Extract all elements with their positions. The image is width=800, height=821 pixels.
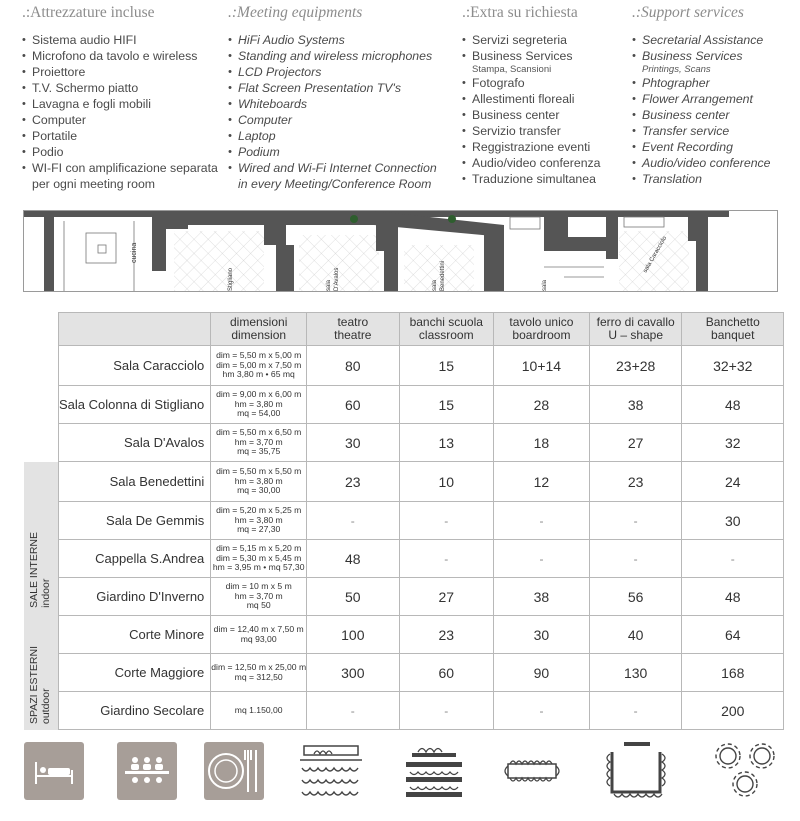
- capacity-ushape: 23+28: [589, 346, 682, 386]
- room-dimensions: [211, 578, 307, 616]
- header-dimension: dimensioni dimension: [211, 313, 307, 346]
- capacity-classroom: 23: [399, 616, 494, 654]
- outdoor-side-label-box: [24, 614, 59, 730]
- indoor-side-label-box: [24, 462, 59, 614]
- capacity-theatre: 48: [307, 540, 399, 578]
- list-item: [462, 32, 632, 48]
- room-name: Sala De Gemmis: [59, 502, 211, 540]
- list-item: [462, 107, 632, 123]
- capacity-table: [58, 312, 784, 730]
- capacity-ushape: 38: [589, 386, 682, 424]
- list-item: [462, 48, 632, 75]
- room-dimensions: [211, 386, 307, 424]
- capacity-banquet: 168: [682, 654, 784, 692]
- dimension-line: dim = 5,50 m x 5,00 m: [216, 350, 302, 361]
- room-dimensions: [211, 502, 307, 540]
- dimension-line: hm = 3,80 m: [234, 514, 283, 525]
- capacity-banquet: 64: [682, 616, 784, 654]
- room-dimensions: [211, 346, 307, 386]
- capacity-classroom: -: [399, 692, 494, 730]
- dimension-line: dim = 5,00 m x 7,50 m: [216, 359, 302, 370]
- list-item: [228, 64, 458, 80]
- list-item: [632, 107, 798, 123]
- room-dimensions: [211, 692, 307, 730]
- list-item: [632, 91, 798, 107]
- capacity-theatre: 50: [307, 578, 399, 616]
- list-item-text: Audio/video conference: [642, 156, 771, 170]
- header-boardroom: tavolo unico boardroom: [494, 313, 590, 346]
- room-name: Giardino D'Inverno: [59, 578, 211, 616]
- list-item: [22, 112, 222, 128]
- list-item-text: Servizio transfer: [472, 124, 561, 138]
- room-name: Corte Minore: [59, 616, 211, 654]
- list-item-text: Event Recording: [642, 140, 733, 154]
- included-equipment-it-list: [22, 32, 222, 192]
- list-item: [632, 75, 798, 91]
- list-item-text: Audio/video conferenza: [472, 156, 601, 170]
- extra-services-it: [462, 2, 632, 187]
- list-item-text: Computer: [32, 113, 86, 127]
- equipment-lists: [22, 2, 798, 192]
- list-item: [462, 91, 632, 107]
- list-item: [462, 155, 632, 171]
- room-name: Sala Caracciolo: [59, 346, 211, 386]
- list-item-text: Secretarial Assistance: [642, 33, 764, 47]
- capacity-boardroom: 38: [494, 578, 590, 616]
- header-banquet: Banchetto banquet: [682, 313, 784, 346]
- capacity-classroom: 15: [399, 386, 494, 424]
- list-item-subtext: Stampa, Scansioni: [472, 64, 552, 75]
- capacity-table-body: [59, 346, 784, 730]
- included-equipment-en-title: .:Meeting equipments: [228, 4, 363, 21]
- list-item-text: Reggistrazione eventi: [472, 140, 591, 154]
- list-item-continuation: in every Meeting/Conference Room: [238, 177, 432, 191]
- list-item-text: Standing and wireless microphones: [238, 49, 433, 63]
- dimension-line: hm 3,80 m • 65 mq: [222, 369, 295, 380]
- list-item: [462, 171, 632, 187]
- capacity-ushape: 40: [589, 616, 682, 654]
- included-equipment-en: [228, 2, 458, 192]
- list-item-text: Transfer service: [642, 124, 730, 138]
- capacity-theatre: 300: [307, 654, 399, 692]
- list-item: [462, 123, 632, 139]
- capacity-ushape: 130: [589, 654, 682, 692]
- capacity-boardroom: 18: [494, 424, 590, 462]
- room-dimensions: [211, 616, 307, 654]
- table-row: [59, 654, 784, 692]
- support-services-en-list: [632, 32, 798, 187]
- table-row: [59, 424, 784, 462]
- capacity-boardroom: -: [494, 502, 590, 540]
- support-services-en-title: .:Support services: [632, 4, 744, 21]
- table-row: [59, 616, 784, 654]
- list-item-text: Microfono da tavolo e wireless: [32, 49, 198, 63]
- dimension-line: dim = 10 m x 5 m: [225, 581, 292, 592]
- list-item-text: Fotografo: [472, 76, 525, 90]
- dimension-line: dim = 5,50 m x 5,50 m: [216, 466, 302, 477]
- capacity-classroom: 10: [399, 462, 494, 502]
- classroom-setup-icon: [404, 742, 464, 800]
- capacity-classroom: 27: [399, 578, 494, 616]
- table-row: [59, 346, 784, 386]
- capacity-classroom: -: [399, 540, 494, 578]
- capacity-ushape: 23: [589, 462, 682, 502]
- dimension-line: mq = 312,50: [234, 671, 283, 682]
- list-item: [228, 96, 458, 112]
- extra-services-it-list: [462, 32, 632, 187]
- capacity-theatre: 100: [307, 616, 399, 654]
- boardroom-setup-icon: [496, 742, 568, 800]
- list-item: [462, 75, 632, 91]
- room-dimensions: [211, 424, 307, 462]
- capacity-ushape: 27: [589, 424, 682, 462]
- dimension-line: dim = 5,50 m x 6,50 m: [216, 427, 302, 438]
- dimension-line: dim = 5,20 m x 5,25 m: [216, 505, 302, 516]
- list-item-text: HiFi Audio Systems: [238, 33, 345, 47]
- list-item: [228, 48, 458, 64]
- dimension-line: hm = 3,95 m • mq 57,30: [212, 562, 305, 573]
- list-item-text: Flat Screen Presentation TV's: [238, 81, 401, 95]
- list-item: [632, 139, 798, 155]
- capacity-banquet: 48: [682, 386, 784, 424]
- dimension-line: hm = 3,80 m: [234, 475, 283, 486]
- list-item-text: Allestimenti floreali: [472, 92, 575, 106]
- list-item-continuation: per ogni meeting room: [32, 177, 156, 191]
- floor-plan: [23, 210, 778, 292]
- plan-label-benedettini: Benedettini: [440, 260, 446, 291]
- table-row: [59, 540, 784, 578]
- capacity-classroom: -: [399, 502, 494, 540]
- list-item-text: Translation: [642, 172, 702, 186]
- table-row: [59, 502, 784, 540]
- room-dimensions: [211, 462, 307, 502]
- setup-icons: [24, 742, 784, 802]
- list-item-text: Phtographer: [642, 76, 710, 90]
- room-name: Sala D'Avalos: [59, 424, 211, 462]
- list-item: [22, 128, 222, 144]
- dimension-line: dim = 12,40 m x 7,50 m: [213, 623, 304, 634]
- outdoor-side-label: SPAZI ESTERNI outdoor: [28, 646, 52, 724]
- ushape-setup-icon: [596, 742, 676, 800]
- floor-plan-drawing: [24, 211, 778, 292]
- list-item: [228, 112, 458, 128]
- list-item: [228, 160, 458, 192]
- list-item: [22, 160, 222, 192]
- capacity-banquet: 30: [682, 502, 784, 540]
- support-services-en: [632, 2, 798, 187]
- dimension-line: dim = 12,50 m x 25,00 m: [211, 661, 307, 672]
- dimension-line: mq = 54,00: [237, 408, 281, 419]
- meeting-table-icon: [117, 742, 177, 800]
- plan-label-sala-1: sala: [326, 279, 332, 291]
- room-dimensions: [211, 540, 307, 578]
- list-item-text: Business Services: [472, 49, 573, 63]
- list-item-text: Business center: [472, 108, 560, 122]
- list-item: [228, 128, 458, 144]
- dimension-line: hm = 3,70 m: [234, 436, 283, 447]
- list-item: [228, 144, 458, 160]
- room-name: Cappella S.Andrea: [59, 540, 211, 578]
- capacity-theatre: 80: [307, 346, 399, 386]
- capacity-classroom: 13: [399, 424, 494, 462]
- list-item-text: Flower Arrangement: [642, 92, 753, 106]
- table-row: [59, 578, 784, 616]
- room-name: Sala Colonna di Stigliano: [59, 386, 211, 424]
- capacity-ushape: 56: [589, 578, 682, 616]
- list-item: [22, 48, 222, 64]
- room-name: Giardino Secolare: [59, 692, 211, 730]
- plan-label-davalos: D'Avalos: [334, 267, 340, 291]
- list-item-text: Laptop: [238, 129, 276, 143]
- list-item-text: Servizi segreteria: [472, 33, 567, 47]
- list-item-text: Traduzione simultanea: [472, 172, 596, 186]
- header-ushape: ferro di cavallo U – shape: [589, 313, 682, 346]
- theatre-setup-icon: [296, 742, 366, 800]
- list-item: [22, 32, 222, 48]
- dimension-line: mq 1.150,00: [234, 704, 283, 715]
- list-item: [632, 171, 798, 187]
- dining-plate-icon: [204, 742, 264, 800]
- banquet-setup-icon: [712, 742, 780, 800]
- capacity-banquet: 24: [682, 462, 784, 502]
- list-item-text: LCD Projectors: [238, 65, 322, 79]
- list-item-text: Sistema audio HIFI: [32, 33, 137, 47]
- capacity-boardroom: 12: [494, 462, 590, 502]
- list-item: [228, 32, 458, 48]
- room-dimensions: [211, 654, 307, 692]
- list-item: [462, 139, 632, 155]
- list-item-text: T.V. Schermo piatto: [32, 81, 139, 95]
- capacity-ushape: -: [589, 540, 682, 578]
- plan-label-sala-2: sala: [432, 279, 438, 291]
- list-item-text: Wired and Wi-Fi Internet Connection: [238, 161, 437, 175]
- dimension-line: mq = 30,00: [237, 485, 281, 496]
- capacity-ushape: -: [589, 502, 682, 540]
- room-name: Corte Maggiore: [59, 654, 211, 692]
- plan-label-cucina: cucina: [131, 242, 138, 263]
- capacity-boardroom: 30: [494, 616, 590, 654]
- list-item-text: Computer: [238, 113, 292, 127]
- plan-label-sala-3: sala: [542, 279, 548, 291]
- dimension-line: mq = 27,30: [237, 524, 281, 535]
- list-item-text: Podium: [238, 145, 280, 159]
- capacity-banquet: 200: [682, 692, 784, 730]
- list-item: [22, 64, 222, 80]
- capacity-theatre: 30: [307, 424, 399, 462]
- capacity-boardroom: 90: [494, 654, 590, 692]
- list-item: [22, 80, 222, 96]
- capacity-banquet: 32: [682, 424, 784, 462]
- list-item: [22, 96, 222, 112]
- included-equipment-it-title: .:Attrezzature incluse: [22, 4, 155, 21]
- list-item: [228, 80, 458, 96]
- capacity-boardroom: -: [494, 692, 590, 730]
- capacity-banquet: 48: [682, 578, 784, 616]
- table-row: [59, 462, 784, 502]
- plan-label-caracciolo: sala Caracciolo: [642, 235, 669, 274]
- dimension-line: hm = 3,80 m: [234, 398, 283, 409]
- capacity-banquet: -: [682, 540, 784, 578]
- room-name: Sala Benedettini: [59, 462, 211, 502]
- capacity-boardroom: -: [494, 540, 590, 578]
- list-item-text: Lavagna e fogli mobili: [32, 97, 151, 111]
- capacity-classroom: 60: [399, 654, 494, 692]
- capacity-classroom: 15: [399, 346, 494, 386]
- capacity-banquet: 32+32: [682, 346, 784, 386]
- capacity-theatre: -: [307, 502, 399, 540]
- table-row: [59, 692, 784, 730]
- list-item-text: Proiettore: [32, 65, 86, 79]
- list-item-text: WI-FI con amplificazione separata: [32, 161, 218, 175]
- plan-label-stigliano: Stigliano: [228, 267, 234, 291]
- capacity-theatre: 23: [307, 462, 399, 502]
- list-item: [632, 155, 798, 171]
- bedroom-icon: [24, 742, 84, 800]
- dimension-line: mq = 35,75: [237, 446, 281, 457]
- capacity-theatre: -: [307, 692, 399, 730]
- list-item-text: Business Services: [642, 49, 743, 63]
- dimension-line: hm = 3,70 m: [234, 590, 283, 601]
- table-header-row: [59, 313, 784, 346]
- capacity-theatre: 60: [307, 386, 399, 424]
- indoor-side-label: SALE INTERNE indoor: [28, 532, 52, 608]
- dimension-line: mq 50: [246, 600, 271, 611]
- list-item-text: Whiteboards: [238, 97, 308, 111]
- dimension-line: dim = 5,30 m x 5,45 m: [216, 552, 302, 563]
- capacity-boardroom: 10+14: [494, 346, 590, 386]
- list-item-text: Podio: [32, 145, 64, 159]
- list-item: [632, 32, 798, 48]
- capacity-boardroom: 28: [494, 386, 590, 424]
- header-room-cell: [59, 313, 211, 346]
- header-theatre: teatro theatre: [307, 313, 399, 346]
- dimension-line: dim = 5,15 m x 5,20 m: [216, 543, 302, 554]
- extra-services-it-title: .:Extra su richiesta: [462, 4, 578, 21]
- list-item-text: Portatile: [32, 129, 78, 143]
- list-item-subtext: Printings, Scans: [642, 64, 711, 75]
- included-equipment-en-list: [228, 32, 458, 192]
- table-row: [59, 386, 784, 424]
- list-item: [22, 144, 222, 160]
- capacity-ushape: -: [589, 692, 682, 730]
- list-item-text: Business center: [642, 108, 730, 122]
- dimension-line: mq 93,00: [240, 633, 277, 644]
- header-classroom: banchi scuola classroom: [399, 313, 494, 346]
- list-item: [632, 123, 798, 139]
- dimension-line: dim = 9,00 m x 6,00 m: [216, 389, 302, 400]
- included-equipment-it: [22, 2, 222, 192]
- list-item: [632, 48, 798, 75]
